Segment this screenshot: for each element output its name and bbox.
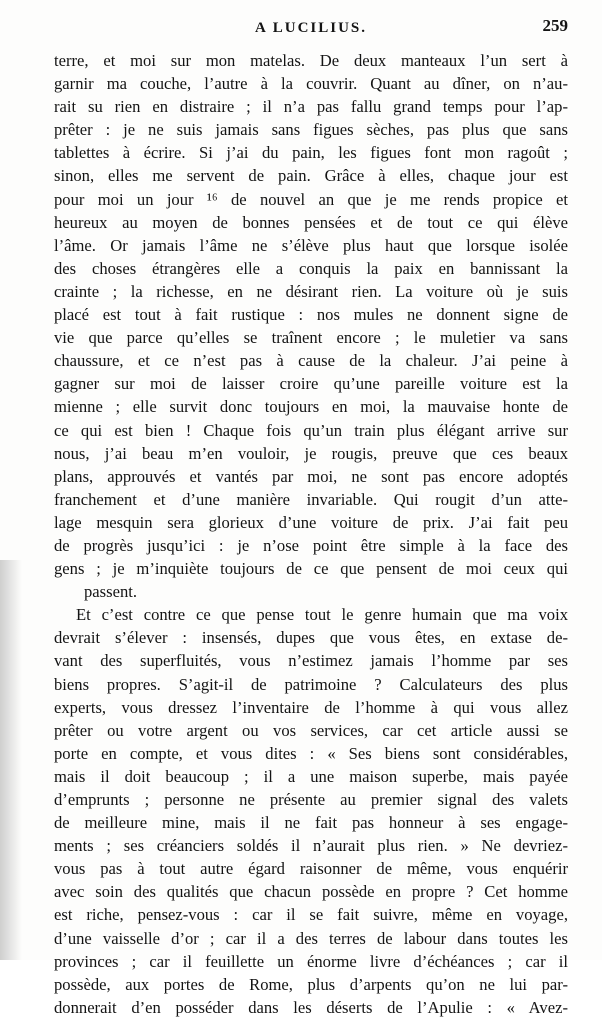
text-line: des choses étrangères elle a conquis la paix en bannissant la bbox=[54, 258, 568, 278]
text-line: garnir ma couche, l’autre à la couvrir. Quant au dîner, on n’au- bbox=[54, 74, 568, 94]
text-line: pour moi un jour ¹⁶ de nouvel an que je me rends propice et bbox=[54, 189, 568, 209]
text-line: est riche, pensez-vous : car il se fait suivre, même en voyage, bbox=[54, 905, 568, 925]
running-head: A LUCILIUS. bbox=[254, 20, 368, 36]
text-line: d’emprunts ; personne ne présente au premier signal des valets bbox=[54, 790, 568, 809]
text-line: experts, vous dressez l’inventaire de l’homme à qui vous allez bbox=[54, 697, 568, 717]
text-line: d’une vaisselle d’or ; car il a des terres de labour dans toutes les bbox=[54, 928, 568, 948]
text-line: Et c’est contre ce que pense tout le genre humain que ma voix bbox=[76, 605, 568, 625]
text-line: de progrès jusqu’ici : je n’ose point être simple à la face des bbox=[54, 535, 568, 555]
text-line: porte en compte, et vous dites : « Ses biens sont considérables, bbox=[54, 743, 568, 763]
text-line: prêter : je ne suis jamais sans figues sèches, pas plus que sans bbox=[54, 120, 568, 140]
text-line: gens ; je m’inquiète toujours de ce que pensent de moi ceux qui bbox=[54, 559, 568, 579]
page-number: 259 bbox=[542, 16, 568, 35]
text-line: possède, aux portes de Rome, plus d’arpents qu’on ne lui par- bbox=[54, 974, 568, 994]
text-line: sinon, elles me servent de pain. Grâce à elles, chaque jour est bbox=[54, 166, 568, 186]
text-line: avec soin des qualités que chacun possède en propre ? Cet homme bbox=[54, 882, 568, 902]
text-line: vous pas à tout autre égard raisonner de même, vous enquérir bbox=[54, 859, 568, 879]
text-line: vie que parce qu’elles se traînent encore ; le muletier va sans bbox=[54, 328, 568, 348]
text-line: rait su rien en distraire ; il n’a pas fallu grand temps pour l’ap- bbox=[54, 97, 568, 117]
text-line: l’âme. Or jamais l’âme ne s’élève plus haut que lorsque isolée bbox=[54, 235, 568, 255]
text-line: chaussure, et ce n’est pas à cause de la chaleur. J’ai peine à bbox=[54, 351, 568, 371]
text-line: devrait s’élever : insensés, dupes que vous êtes, en extase de- bbox=[54, 628, 568, 648]
binding-shadow bbox=[0, 560, 22, 960]
text-line: ce qui est bien ! Chaque fois qu’un train plus élégant arrive sur bbox=[54, 420, 568, 440]
text-line: provinces ; car il feuillette un énorme livre d’échéances ; car il bbox=[54, 951, 568, 971]
text-line: tablettes à écrire. Si j’ai du pain, les figues font mon ragoût ; bbox=[54, 143, 568, 163]
text-line: lage mesquin sera glorieux d’une voiture de prix. J’ai fait peu bbox=[54, 512, 568, 532]
text-line: vant des superfluités, vous n’estimez jamais l’homme par ses bbox=[54, 651, 568, 671]
text-line: passent. bbox=[84, 582, 137, 602]
text-line: de meilleure mine, mais il ne fait pas honneur à ses engage- bbox=[54, 813, 568, 833]
text-line: biens propres. S’agit-il de patrimoine ? Calculateurs des plus bbox=[54, 674, 568, 694]
text-line: terre, et moi sur mon matelas. De deux manteaux l’un sert à bbox=[54, 51, 568, 70]
text-line: heureux au moyen de bonnes pensées et de tout ce qui élève bbox=[54, 212, 568, 232]
text-line: plans, approuvés et vantés par moi, ne sont pas encore adoptés bbox=[54, 466, 568, 486]
body-text bbox=[54, 49, 568, 1019]
text-line: mais il doit beaucoup ; il a une maison superbe, mais payée bbox=[54, 766, 568, 786]
text-line: prêter ou votre argent ou vos services, car cet article aussi se bbox=[54, 720, 568, 740]
page-header bbox=[54, 14, 568, 40]
text-line: ments ; ses créanciers soldés il n’aurait plus rien. » Ne devriez- bbox=[54, 836, 568, 856]
text-line: franchement et d’une manière invariable. Qui rougit d’un atte- bbox=[54, 489, 568, 509]
text-line: gagner sur moi de laisser croire qu’une pareille voiture est la bbox=[54, 374, 568, 394]
text-line: mienne ; elle survit donc toujours en moi, la mauvaise honte de bbox=[54, 397, 568, 417]
text-line: donnerait d’en posséder dans les déserts de l’Apulie : « Avez- bbox=[54, 997, 568, 1017]
text-line: placé est tout à fait rustique : nos mules ne donnent signe de bbox=[54, 305, 568, 325]
text-line: nous, j’ai beau m’en vouloir, je rougis, preuve que ces beaux bbox=[54, 443, 568, 463]
text-line: crainte ; la richesse, en ne désirant rien. La voiture où je suis bbox=[54, 281, 568, 301]
